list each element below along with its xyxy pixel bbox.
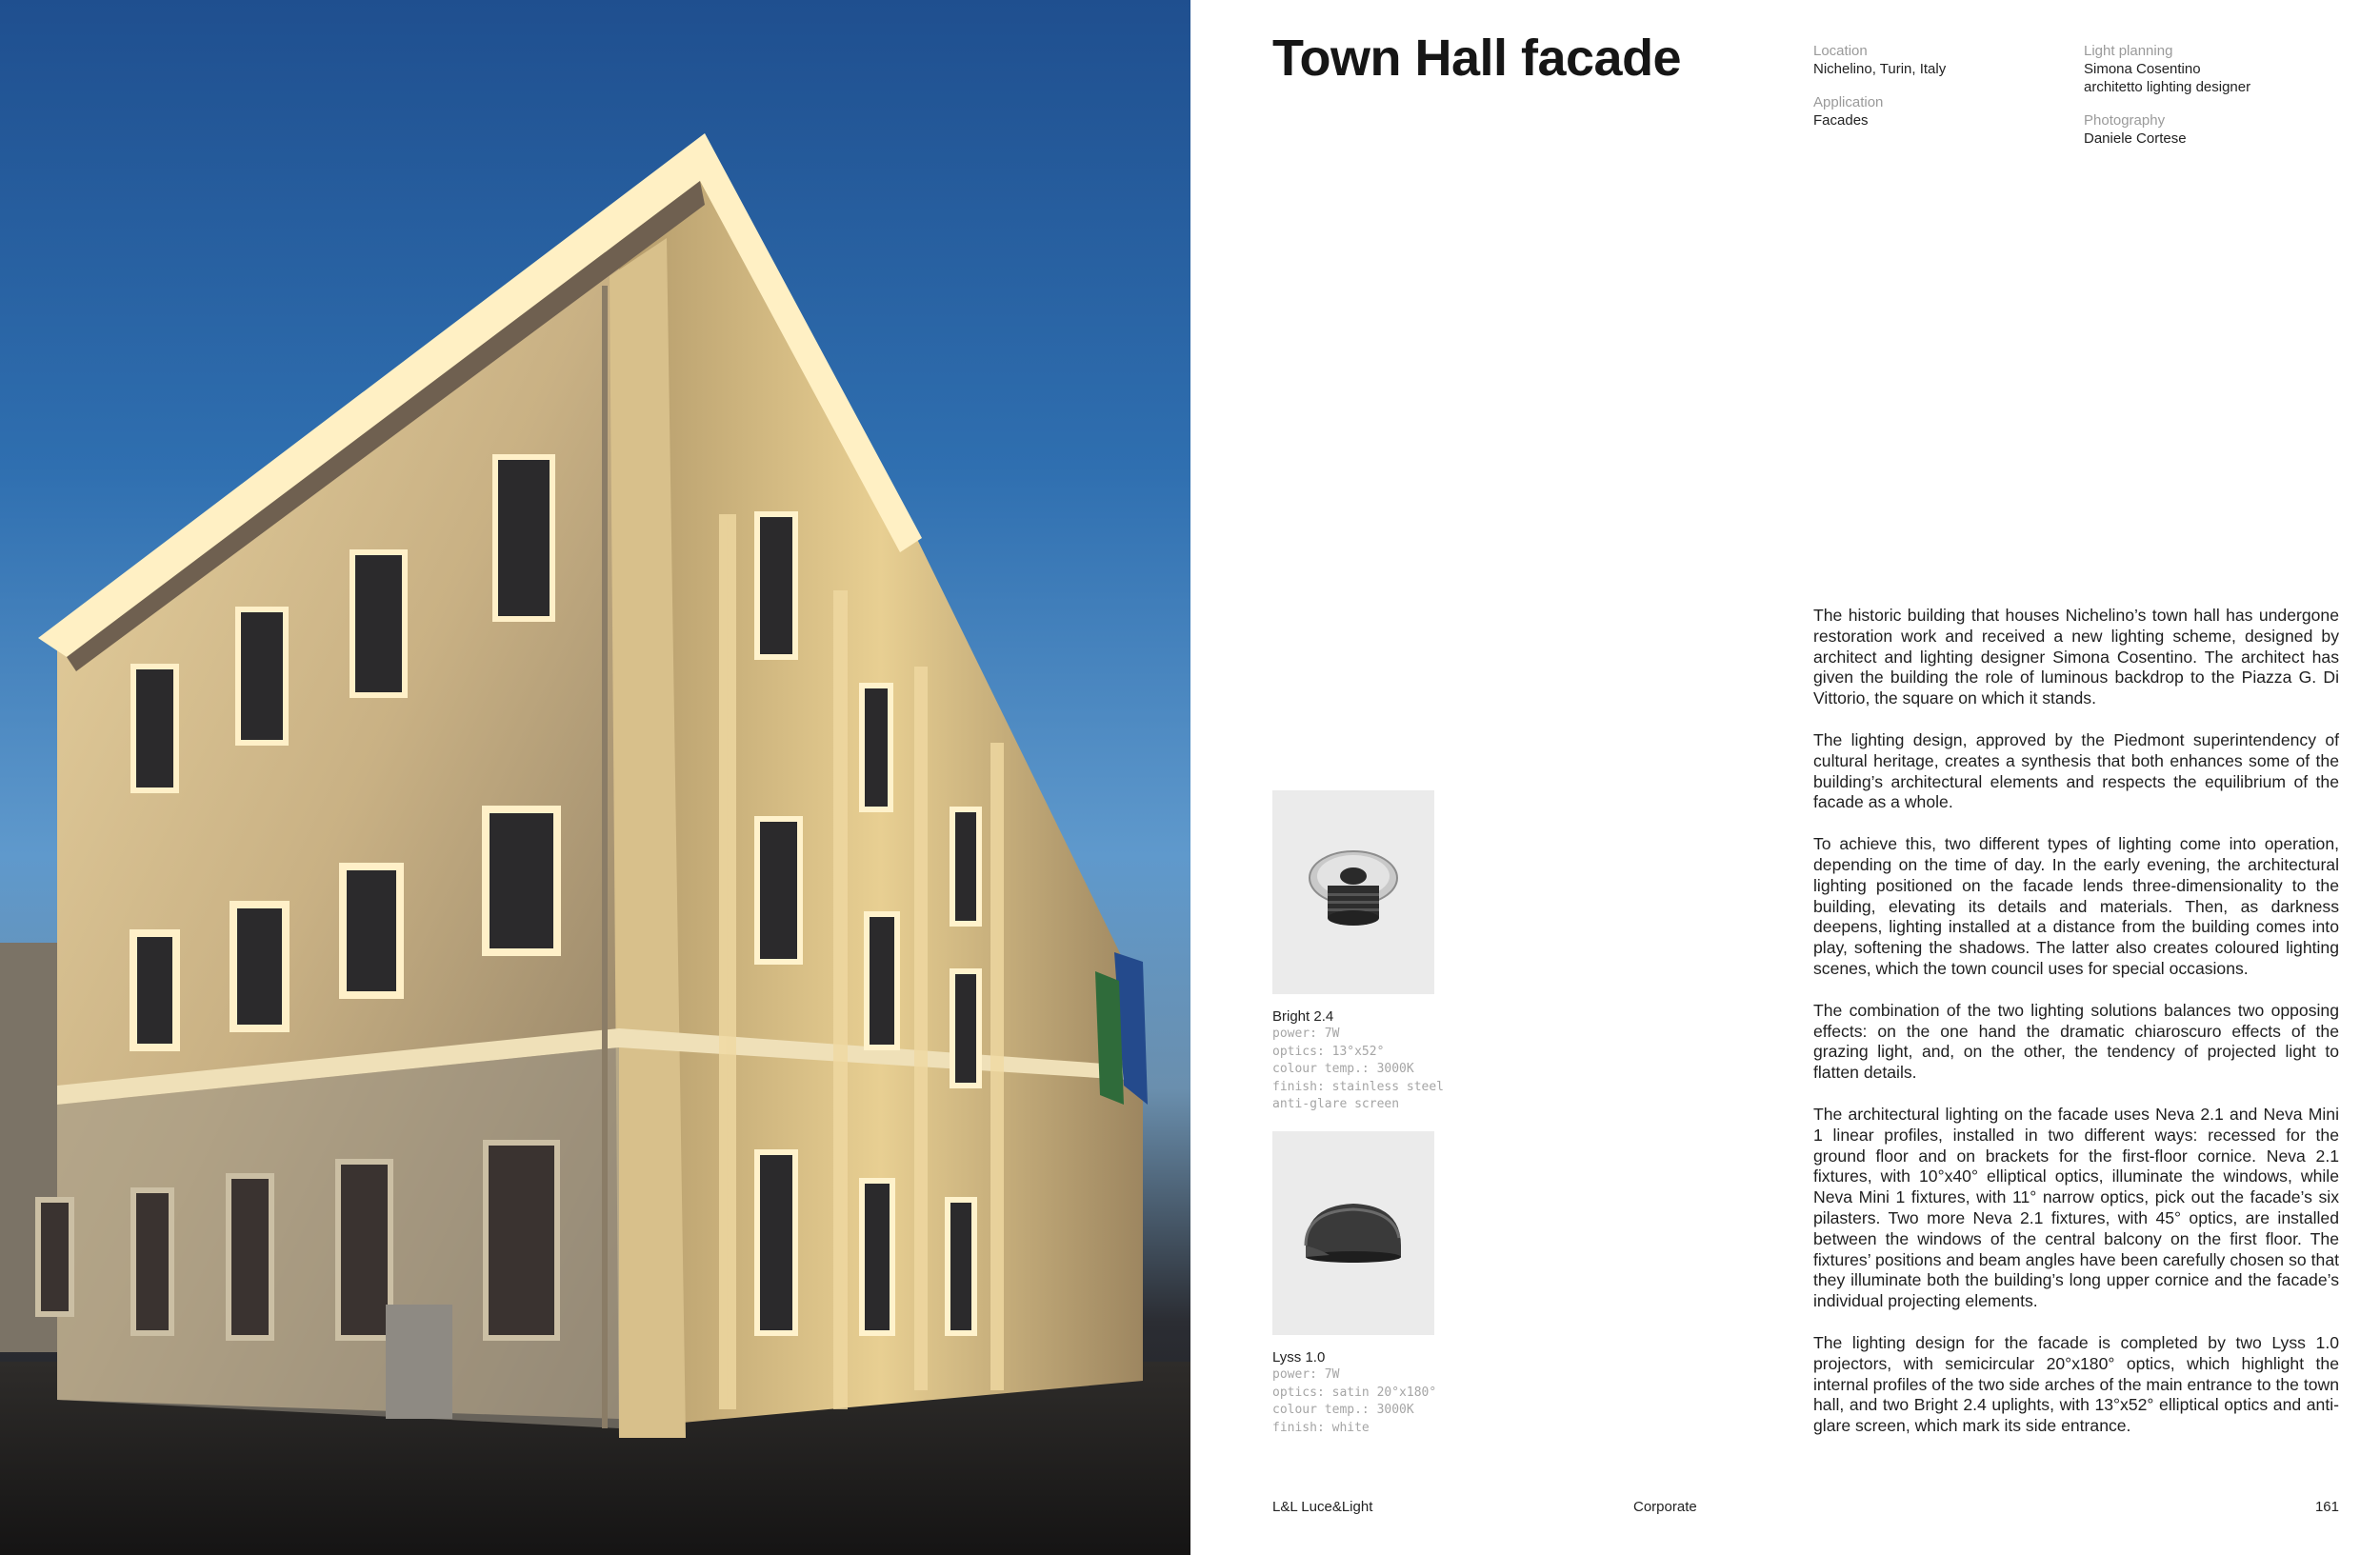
application-label: Application	[1813, 94, 1884, 110]
location-value: Nichelino, Turin, Italy	[1813, 61, 1947, 77]
photography-label: Photography	[2084, 112, 2166, 129]
body-paragraph: The historic building that houses Nichelino’s town hall has undergone restoration work and received a new lighting scheme, designed by architect and lighting designer Simona Cosentino. The architect has given the building the role of luminous backdrop to the Piazza G. Di Vittorio, the square on which it stands.	[1813, 606, 2339, 708]
product-spec: colour temp.: 3000K	[1272, 1062, 1414, 1076]
product-spec: finish: white	[1272, 1420, 1370, 1435]
body-paragraph: The architectural lighting on the facade uses Neva 2.1 and Neva Mini 1 linear profiles, installed in two different ways: recessed for the ground floor and on brackets for the first-floor cornice. Neva 2.1 fixtures, with 10°x40° elliptical optics, illuminate the windows, while Neva Mini 1 fixtures, with 11° narrow optics, pick out the facade’s six pilasters. Two more Neva 2.1 fixtures, with 45° optics, are installed between the windows of the central balcony on the first floor. The fixtures’ positions and beam angles have been carefully chosen so that they illuminate both the building’s long upper cornice and the facade’s individual projecting elements.	[1813, 1104, 2339, 1311]
wall-projector-icon	[1272, 1131, 1434, 1335]
product-image	[1272, 790, 1434, 994]
project-meta-location	[1813, 42, 1946, 78]
light-planning-value: Simona Cosentino	[2084, 61, 2201, 77]
product-image	[1272, 1131, 1434, 1335]
product-spec: optics: 13°x52°	[1272, 1044, 1385, 1059]
application-value: Facades	[1813, 112, 1869, 129]
product-spec: colour temp.: 3000K	[1272, 1403, 1414, 1417]
product-spec: power: 7W	[1272, 1027, 1340, 1041]
footer-section: Corporate	[1633, 1499, 1697, 1515]
body-paragraph: The lighting design for the facade is completed by two Lyss 1.0 projectors, with semicircular 20°x180° optics, which highlight the internal profiles of the two side arches of the main entrance to the town hall, and two Bright 2.4 uplights, with 13°x52° elliptical optics and anti-glare screen, which mark its side entrance.	[1813, 1332, 2339, 1436]
product-spec: finish: stainless steel	[1272, 1079, 1445, 1094]
photography-value: Daniele Cortese	[2084, 130, 2187, 147]
article-body	[1813, 606, 2339, 1458]
product-card-bright	[1272, 790, 1501, 1114]
product-spec: power: 7W	[1272, 1367, 1340, 1382]
project-meta-photography	[2084, 111, 2187, 148]
location-label: Location	[1813, 43, 1868, 59]
product-card-lyss	[1272, 1131, 1501, 1437]
project-meta-application	[1813, 93, 1883, 130]
light-planning-label: Light planning	[2084, 43, 2173, 59]
body-paragraph: The lighting design, approved by the Piedmont superintendency of cultural heritage, creates a synthesis that both enhances some of the building’s architectural elements and respects the equilibrium of the facade as a whole.	[1813, 729, 2339, 812]
product-name: Bright 2.4	[1272, 1008, 1334, 1025]
page-number: 161	[2314, 1499, 2339, 1515]
product-spec: anti-glare screen	[1272, 1097, 1400, 1111]
body-paragraph: The combination of the two lighting solutions balances two opposing effects: on the one hand the dramatic chiaroscuro effects of the grazing light, and, on the other, the tendency of projected light to flatten details.	[1813, 1000, 2339, 1083]
project-meta-light-planning	[2084, 42, 2250, 96]
footer-publication: L&L Luce&Light	[1272, 1499, 1373, 1515]
product-spec: optics: satin 20°x180°	[1272, 1385, 1437, 1400]
page-title: Town Hall facade	[1272, 30, 1682, 87]
body-paragraph: To achieve this, two different types of lighting come into operation, depending on the time of day. In the early evening, the architectural lighting positioned on the facade lends three-dimensionality to the building, elevating its details and materials. Then, as darkness deepens, lighting installed at a distance from the building comes into play, softening the shadows. The latter also creates coloured lighting scenes, which the town council uses for special occasions.	[1813, 834, 2339, 978]
light-planning-value-secondary: architetto lighting designer	[2084, 79, 2251, 95]
recessed-uplight-icon	[1272, 790, 1434, 994]
product-name: Lyss 1.0	[1272, 1349, 1326, 1366]
